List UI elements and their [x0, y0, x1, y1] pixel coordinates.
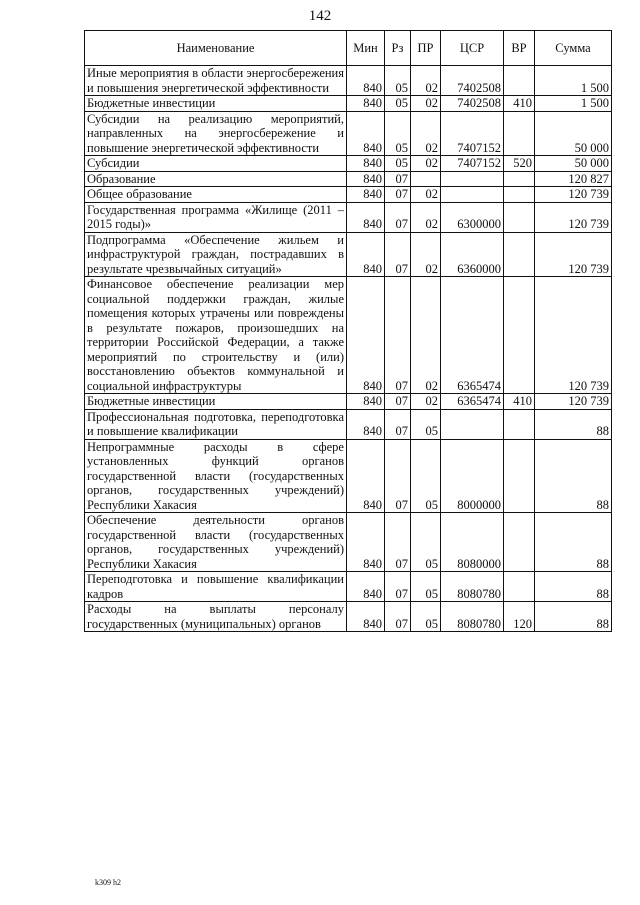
cell-name: Бюджетные инвестиции	[85, 394, 347, 410]
cell-rz: 07	[385, 602, 411, 632]
cell-csr: 8080780	[441, 602, 504, 632]
cell-vr	[504, 513, 535, 572]
cell-csr: 7402508	[441, 66, 504, 96]
cell-min: 840	[347, 187, 385, 203]
header-min: Мин	[347, 31, 385, 66]
table-row	[85, 439, 612, 513]
cell-vr	[504, 66, 535, 96]
cell-name: Общее образование	[85, 187, 347, 203]
cell-pr: 02	[411, 156, 441, 172]
budget-table	[84, 30, 612, 632]
cell-name: Государственная программа «Жилище (2011 – 2015 годы)»	[85, 202, 347, 232]
cell-csr: 6300000	[441, 202, 504, 232]
cell-csr: 7407152	[441, 111, 504, 156]
cell-csr: 6365474	[441, 394, 504, 410]
cell-name: Обеспечение деятельности органов государственной власти (государственных органов, государственных учреждений) Республики Хакасия	[85, 513, 347, 572]
cell-vr	[504, 111, 535, 156]
table-row	[85, 156, 612, 172]
table-row	[85, 277, 612, 394]
cell-vr	[504, 202, 535, 232]
header-csr: ЦСР	[441, 31, 504, 66]
cell-name: Бюджетные инвестиции	[85, 96, 347, 112]
cell-csr: 7402508	[441, 96, 504, 112]
cell-rz: 07	[385, 394, 411, 410]
cell-rz: 07	[385, 409, 411, 439]
cell-pr: 05	[411, 602, 441, 632]
cell-vr	[504, 187, 535, 203]
cell-rz: 07	[385, 202, 411, 232]
cell-csr	[441, 187, 504, 203]
table-row	[85, 409, 612, 439]
table-row	[85, 572, 612, 602]
cell-sum: 88	[535, 439, 612, 513]
cell-rz: 05	[385, 96, 411, 112]
cell-pr: 02	[411, 277, 441, 394]
cell-name: Профессиональная подготовка, переподготовка и повышение квалификации	[85, 409, 347, 439]
cell-min: 840	[347, 202, 385, 232]
cell-name: Финансовое обеспечение реализации мер социальной поддержки граждан, жилые помещения которых утрачены или повреждены в результате пожаров, произошедших на территории Российской Федерации, а также мероприятий по строительству и (или) восстановлению объектов коммунальной и социальной инфраструктуры	[85, 277, 347, 394]
cell-pr: 02	[411, 96, 441, 112]
table-body	[85, 66, 612, 632]
cell-min: 840	[347, 156, 385, 172]
cell-csr: 8080000	[441, 513, 504, 572]
cell-name: Переподготовка и повышение квалификации кадров	[85, 572, 347, 602]
cell-vr	[504, 409, 535, 439]
header-pr: ПР	[411, 31, 441, 66]
table-row	[85, 513, 612, 572]
table-header-row	[85, 31, 612, 66]
cell-name: Расходы на выплаты персоналу государственных (муниципальных) органов	[85, 602, 347, 632]
cell-pr: 02	[411, 394, 441, 410]
cell-csr: 7407152	[441, 156, 504, 172]
cell-min: 840	[347, 409, 385, 439]
table-row	[85, 111, 612, 156]
cell-rz: 07	[385, 277, 411, 394]
cell-pr: 05	[411, 409, 441, 439]
header-name: Наименование	[85, 31, 347, 66]
cell-sum: 120 739	[535, 202, 612, 232]
cell-vr: 120	[504, 602, 535, 632]
cell-name: Иные мероприятия в области энергосбережения и повышения энергетической эффективности	[85, 66, 347, 96]
cell-min: 840	[347, 602, 385, 632]
cell-min: 840	[347, 572, 385, 602]
cell-sum: 1 500	[535, 96, 612, 112]
cell-name: Непрограммные расходы в сфере установленных функций органов государственной власти (государственных органов, государственных учреждений) Республики Хакасия	[85, 439, 347, 513]
cell-min: 840	[347, 277, 385, 394]
cell-sum: 120 739	[535, 187, 612, 203]
cell-min: 840	[347, 232, 385, 277]
cell-sum: 1 500	[535, 66, 612, 96]
cell-pr: 02	[411, 111, 441, 156]
cell-rz: 05	[385, 111, 411, 156]
cell-sum: 50 000	[535, 156, 612, 172]
cell-vr	[504, 277, 535, 394]
cell-sum: 88	[535, 602, 612, 632]
cell-rz: 07	[385, 232, 411, 277]
cell-csr: 6365474	[441, 277, 504, 394]
cell-pr: 05	[411, 572, 441, 602]
cell-pr: 05	[411, 513, 441, 572]
cell-rz: 07	[385, 171, 411, 187]
cell-pr: 05	[411, 439, 441, 513]
cell-rz: 07	[385, 513, 411, 572]
cell-vr	[504, 439, 535, 513]
cell-sum: 50 000	[535, 111, 612, 156]
table-row	[85, 202, 612, 232]
footer-code: k309 h2	[95, 878, 121, 887]
cell-rz: 07	[385, 572, 411, 602]
table-row	[85, 232, 612, 277]
cell-min: 840	[347, 171, 385, 187]
cell-pr: 02	[411, 187, 441, 203]
header-rz: Рз	[385, 31, 411, 66]
cell-csr	[441, 409, 504, 439]
cell-vr: 410	[504, 96, 535, 112]
table-row	[85, 187, 612, 203]
cell-min: 840	[347, 66, 385, 96]
cell-rz: 07	[385, 187, 411, 203]
cell-sum: 88	[535, 513, 612, 572]
cell-vr	[504, 171, 535, 187]
cell-pr: 02	[411, 232, 441, 277]
cell-sum: 120 739	[535, 232, 612, 277]
cell-vr: 410	[504, 394, 535, 410]
cell-min: 840	[347, 111, 385, 156]
cell-csr: 8080780	[441, 572, 504, 602]
cell-csr: 8000000	[441, 439, 504, 513]
cell-sum: 88	[535, 409, 612, 439]
cell-min: 840	[347, 513, 385, 572]
cell-rz: 07	[385, 439, 411, 513]
cell-sum: 88	[535, 572, 612, 602]
cell-rz: 05	[385, 156, 411, 172]
cell-vr	[504, 572, 535, 602]
cell-pr: 02	[411, 66, 441, 96]
cell-csr	[441, 171, 504, 187]
cell-pr	[411, 171, 441, 187]
table-row	[85, 602, 612, 632]
cell-vr	[504, 232, 535, 277]
table-row	[85, 66, 612, 96]
cell-csr: 6360000	[441, 232, 504, 277]
cell-sum: 120 739	[535, 277, 612, 394]
cell-name: Подпрограмма «Обеспечение жильем и инфраструктурой граждан, пострадавших в результате чрезвычайных ситуаций»	[85, 232, 347, 277]
header-sum: Сумма	[535, 31, 612, 66]
cell-min: 840	[347, 394, 385, 410]
table-row	[85, 96, 612, 112]
table-row	[85, 171, 612, 187]
cell-pr: 02	[411, 202, 441, 232]
cell-name: Субсидии на реализацию мероприятий, направленных на энергосбережение и повышение энергетической эффективности	[85, 111, 347, 156]
cell-vr: 520	[504, 156, 535, 172]
cell-name: Образование	[85, 171, 347, 187]
cell-sum: 120 827	[535, 171, 612, 187]
cell-sum: 120 739	[535, 394, 612, 410]
page-number: 142	[308, 8, 332, 24]
cell-rz: 05	[385, 66, 411, 96]
cell-min: 840	[347, 96, 385, 112]
cell-name: Субсидии	[85, 156, 347, 172]
table-row	[85, 394, 612, 410]
cell-min: 840	[347, 439, 385, 513]
header-vr: ВР	[504, 31, 535, 66]
